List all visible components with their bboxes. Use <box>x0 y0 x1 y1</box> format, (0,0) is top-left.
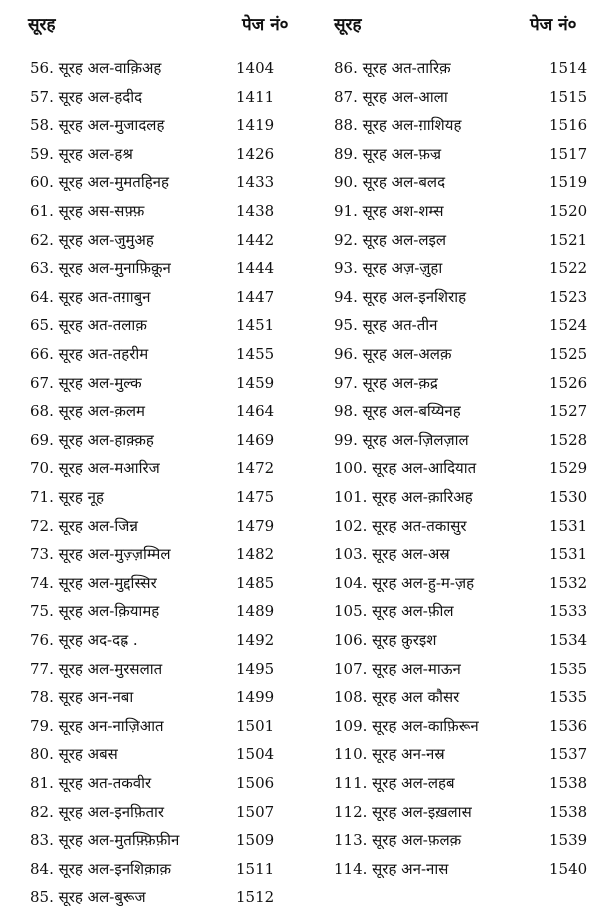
page-number: 1492 <box>236 631 275 649</box>
page-number: 1515 <box>549 87 588 106</box>
surah-name: 102. सूरह अत-तकासुर <box>334 516 467 535</box>
page-number: 1499 <box>236 688 275 707</box>
surah-name: 92. सूरह अल-लइल <box>334 230 447 249</box>
list-item <box>300 254 590 282</box>
page-number: 1433 <box>236 173 275 192</box>
page-number: 1538 <box>549 802 588 821</box>
surah-name: 108. सूरह अल कौसर <box>334 688 460 707</box>
surah-name: 107. सूरह अल-माऊन <box>334 659 461 678</box>
page-number: 1537 <box>549 745 588 764</box>
surah-name: 91. सूरह अश-शम्स <box>334 202 444 220</box>
list-item <box>0 512 290 540</box>
surah-name: 112. सूरह अल-इख़लास <box>334 802 472 821</box>
list-item <box>300 712 590 740</box>
page-number: 1459 <box>236 373 275 392</box>
surah-name: 60. सूरह अल-मुमतहिनह <box>30 173 169 192</box>
surah-name: 87. सूरह अल-आला <box>334 87 448 106</box>
surah-name: 86. सूरह अत-तारिक़ <box>334 59 451 77</box>
page-number: 1455 <box>236 345 275 363</box>
list-item <box>0 769 290 797</box>
list-item <box>300 83 590 111</box>
surah-name: 81. सूरह अत-तकवीर <box>30 774 152 792</box>
page-number: 1532 <box>549 573 588 592</box>
surah-name: 77. सूरह अल-मुरसलात <box>30 659 163 678</box>
surah-name: 114. सूरह अन-नास <box>334 859 449 878</box>
list-item <box>0 712 290 740</box>
page-number: 1526 <box>549 373 588 392</box>
surah-name: 113. सूरह अल-फ़लक़ <box>334 831 462 850</box>
page-number: 1442 <box>236 230 275 249</box>
surah-name: 99. सूरह अल-ज़िलज़ाल <box>334 430 469 449</box>
surah-name: 76. सूरह अद-दह्र . <box>30 631 138 649</box>
list-item <box>0 426 290 454</box>
list-item <box>300 597 590 625</box>
list-item <box>300 111 590 139</box>
page-number: 1523 <box>549 287 588 306</box>
surah-name: 59. सूरह अल-हश्र <box>30 144 133 163</box>
surah-name: 78. सूरह अन-नबा <box>30 688 134 707</box>
list-item <box>0 340 290 368</box>
list-item <box>300 769 590 797</box>
surah-name: 56. सूरह अल-वाक़िअह <box>30 59 162 77</box>
page-number: 1535 <box>549 659 588 678</box>
page-number: 1419 <box>236 116 275 135</box>
page-number: 1517 <box>549 144 588 163</box>
list-item <box>300 826 590 854</box>
page-number: 1534 <box>549 631 588 649</box>
list-item <box>0 626 290 654</box>
page-number-header: पेज नं० <box>530 15 577 35</box>
page-number: 1538 <box>549 774 588 792</box>
list-item <box>300 311 590 339</box>
page-number: 1522 <box>549 259 588 278</box>
list-item <box>0 597 290 625</box>
list-item <box>0 683 290 711</box>
list-item <box>300 855 590 883</box>
page-number: 1525 <box>549 345 588 363</box>
page-number: 1472 <box>236 459 275 478</box>
list-item <box>300 283 590 311</box>
surah-name: 97. सूरह अल-क़द्र <box>334 373 438 392</box>
surah-name: 106. सूरह क़ुरइश <box>334 631 437 649</box>
list-item <box>300 540 590 568</box>
surah-name: 95. सूरह अत-तीन <box>334 316 438 335</box>
page-number: 1464 <box>236 402 275 421</box>
page-number: 1475 <box>236 488 275 506</box>
surah-name: 104. सूरह अल-हु-म-ज़ह <box>334 573 475 592</box>
page-number: 1519 <box>549 173 588 192</box>
list-item <box>0 168 290 196</box>
surah-name: 82. सूरह अल-इनफ़ितार <box>30 802 165 821</box>
surah-name: 64. सूरह अत-तग़ाबुन <box>30 287 151 306</box>
list-item <box>0 655 290 683</box>
page-number: 1524 <box>549 316 588 335</box>
page-number: 1529 <box>549 459 588 478</box>
surah-name: 72. सूरह अल-जिन्न <box>30 516 138 535</box>
page-number: 1511 <box>236 859 275 878</box>
list-item <box>0 254 290 282</box>
page-number: 1411 <box>236 87 275 106</box>
list-item <box>300 740 590 768</box>
list-item <box>300 168 590 196</box>
page-number: 1540 <box>549 859 588 878</box>
list-item <box>0 826 290 854</box>
page-number: 1447 <box>236 287 275 306</box>
list-item <box>300 512 590 540</box>
list-item <box>0 111 290 139</box>
page-number: 1509 <box>236 831 275 850</box>
list-item <box>300 340 590 368</box>
list-item <box>300 397 590 425</box>
surah-name: 63. सूरह अल-मुनाफ़िक़ून <box>30 259 171 278</box>
page-number: 1521 <box>549 230 588 249</box>
page-number: 1539 <box>549 831 588 850</box>
list-item <box>0 83 290 111</box>
surah-name: 58. सूरह अल-मुजादलह <box>30 116 165 135</box>
list-item <box>0 454 290 482</box>
list-item <box>0 540 290 568</box>
page-number: 1485 <box>236 573 275 592</box>
surah-name: 109. सूरह अल-काफ़िरून <box>334 716 479 735</box>
list-item <box>0 798 290 826</box>
list-item <box>300 197 590 225</box>
surah-name: 101. सूरह अल-क़ारिअह <box>334 488 473 506</box>
surah-name: 65. सूरह अत-तलाक़ <box>30 316 147 335</box>
page-number: 1426 <box>236 144 275 163</box>
list-item <box>300 140 590 168</box>
list-item <box>300 426 590 454</box>
page-number: 1404 <box>236 59 275 77</box>
list-item <box>300 369 590 397</box>
page-number: 1512 <box>236 888 275 907</box>
surah-name: 89. सूरह अल-फ़ज्र <box>334 144 442 163</box>
surah-name: 71. सूरह नूह <box>30 488 104 506</box>
page-number: 1482 <box>236 545 275 564</box>
page-number: 1507 <box>236 802 275 821</box>
surah-name: 96. सूरह अल-अलक़ <box>334 345 452 363</box>
page-number: 1530 <box>549 488 588 506</box>
surah-name: 105. सूरह अल-फ़ील <box>334 602 454 621</box>
page-number: 1501 <box>236 716 275 735</box>
page-number: 1451 <box>236 316 275 335</box>
list-item <box>0 397 290 425</box>
page-number: 1535 <box>549 688 588 707</box>
list-item <box>300 454 590 482</box>
page-number: 1533 <box>549 602 588 621</box>
list-item <box>0 369 290 397</box>
page-number: 1479 <box>236 516 275 535</box>
page-number: 1469 <box>236 430 275 449</box>
page-number: 1520 <box>549 202 588 220</box>
surah-name: 73. सूरह अल-मुज़्ज़म्मिल <box>30 545 171 564</box>
list-item <box>300 226 590 254</box>
surah-header: सूरह <box>28 15 56 35</box>
page-number: 1506 <box>236 774 275 792</box>
list-item <box>0 883 290 911</box>
list-item <box>300 798 590 826</box>
surah-name: 93. सूरह अज़-ज़ुहा <box>334 259 443 278</box>
list-item <box>300 683 590 711</box>
surah-name: 70. सूरह अल-मआरिज <box>30 459 160 478</box>
list-item <box>300 626 590 654</box>
list-item <box>300 483 590 511</box>
surah-name: 66. सूरह अत-तहरीम <box>30 345 149 363</box>
surah-name: 100. सूरह अल-आदियात <box>334 459 477 478</box>
surah-name: 69. सूरह अल-हाक़्क़ह <box>30 430 154 449</box>
page-number: 1536 <box>549 716 588 735</box>
list-item <box>0 311 290 339</box>
surah-name: 103. सूरह अल-अस्र <box>334 545 450 564</box>
page-number: 1531 <box>549 516 588 535</box>
list-item <box>0 483 290 511</box>
page-number: 1514 <box>549 59 588 77</box>
page-number: 1438 <box>236 202 275 220</box>
surah-name: 94. सूरह अल-इनशिराह <box>334 287 467 306</box>
surah-name: 110. सूरह अन-नस्र <box>334 745 445 764</box>
page-number: 1489 <box>236 602 275 621</box>
surah-name: 68. सूरह अल-क़लम <box>30 402 145 421</box>
page-number: 1495 <box>236 659 275 678</box>
list-item <box>300 655 590 683</box>
list-item <box>300 569 590 597</box>
list-item <box>0 855 290 883</box>
list-item <box>0 140 290 168</box>
page-number: 1528 <box>549 430 588 449</box>
page-number: 1504 <box>236 745 275 764</box>
surah-name: 90. सूरह अल-बलद <box>334 173 446 192</box>
list-item <box>0 54 290 82</box>
page-number: 1527 <box>549 402 588 421</box>
surah-name: 62. सूरह अल-जुमुअह <box>30 230 154 249</box>
surah-name: 111. सूरह अल-लहब <box>334 774 455 792</box>
list-item <box>0 283 290 311</box>
list-item <box>0 197 290 225</box>
surah-name: 75. सूरह अल-क़ियामह <box>30 602 160 621</box>
surah-name: 61. सूरह अस-सफ़्फ़ <box>30 202 145 220</box>
surah-name: 88. सूरह अल-ग़ाशियह <box>334 116 462 135</box>
surah-name: 80. सूरह अबस <box>30 745 118 764</box>
page-number: 1516 <box>549 116 588 135</box>
list-item <box>300 54 590 82</box>
surah-name: 85. सूरह अल-बुरूज <box>30 888 146 907</box>
page-number: 1444 <box>236 259 275 278</box>
surah-name: 83. सूरह अल-मुतफ़्फ़िफ़ीन <box>30 831 180 850</box>
surah-name: 67. सूरह अल-मुल्क <box>30 373 142 392</box>
surah-name: 84. सूरह अल-इनशिक़ाक़ <box>30 859 172 878</box>
page-number: 1531 <box>549 545 588 564</box>
surah-name: 79. सूरह अन-नाज़िआत <box>30 716 164 735</box>
surah-name: 57. सूरह अल-हदीद <box>30 87 143 106</box>
list-item <box>0 569 290 597</box>
list-item <box>0 226 290 254</box>
surah-header: सूरह <box>334 15 362 35</box>
page-number-header: पेज नं० <box>242 15 289 35</box>
surah-name: 98. सूरह अल-बय्यिनह <box>334 402 461 421</box>
surah-name: 74. सूरह अल-मुद्दस्सिर <box>30 573 157 592</box>
list-item <box>0 740 290 768</box>
